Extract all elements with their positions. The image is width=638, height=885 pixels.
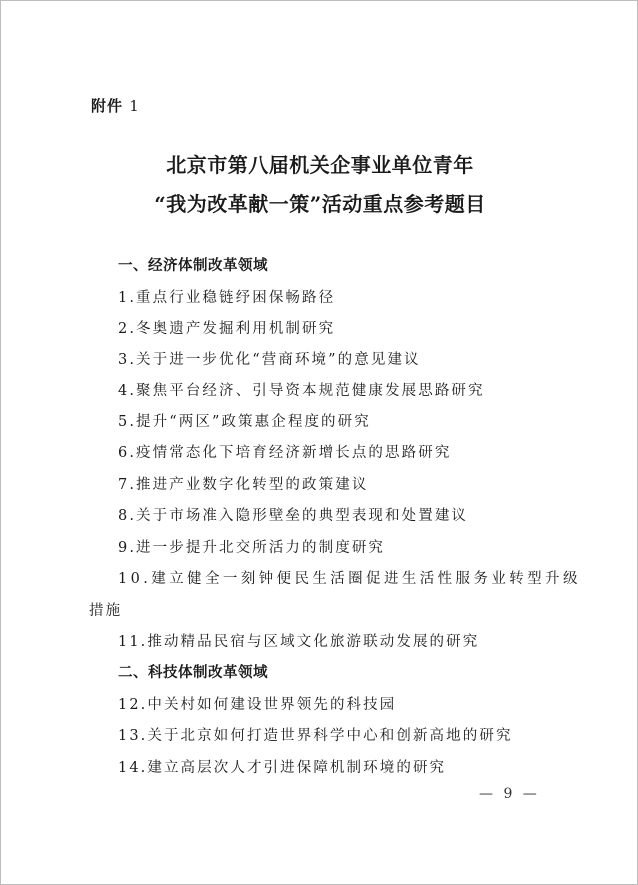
list-item: 9.进一步提升北交所活力的制度研究 [118,540,386,556]
list-item: 8.关于市场准入隐形壁垒的典型表现和处置建议 [118,508,469,524]
section-heading-technology: 二、科技体制改革领域 [118,665,268,681]
attachment-text: 附件 [91,97,124,115]
list-item: 2.冬奥遗产发掘利用机制研究 [118,321,336,337]
list-item: 13.关于北京如何打造世界科学中心和创新高地的研究 [118,728,513,744]
list-item: 5.提升“两区”政策惠企程度的研究 [118,414,371,430]
list-item: 3.关于进一步优化“营商环境”的意见建议 [118,352,421,368]
list-item: 6.疫情常态化下培育经济新增长点的思路研究 [118,445,452,461]
list-item-continuation: 措施 [89,603,123,619]
list-item: 4.聚焦平台经济、引导资本规范健康发展思路研究 [118,383,485,399]
attachment-number: 1 [129,97,140,115]
document-title-line-2: “我为改革献一策”活动重点参考题目 [154,192,486,216]
list-item: 12.中关村如何建设世界领先的科技园 [118,697,397,713]
attachment-label [91,95,140,116]
list-item: 14.建立高层次人才引进保障机制环境的研究 [118,760,447,776]
page-number: — 9 — [479,786,540,802]
section-heading-economic: 一、经济体制改革领域 [118,258,268,274]
list-item: 10.建立健全一刻钟便民生活圈促进生活性服务业转型升级 [118,571,581,587]
list-item: 11.推动精品民宿与区域文化旅游联动发展的研究 [118,634,480,650]
list-item: 7.推进产业数字化转型的政策建议 [118,477,369,493]
document-title-line-1: 北京市第八届机关企事业单位青年 [166,153,474,177]
list-item: 1.重点行业稳链纾困保畅路径 [118,290,336,306]
